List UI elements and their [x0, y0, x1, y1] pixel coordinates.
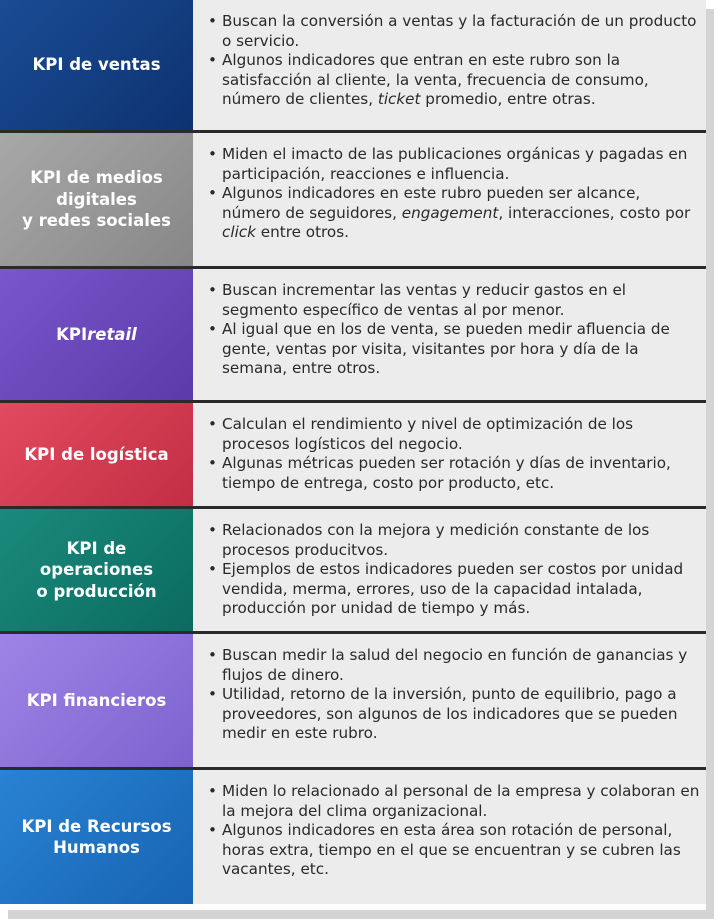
kpi-row — [0, 403, 706, 506]
bullet-item: • Utilidad, retorno de la inversión, punto de equilibrio, pago a proveedores, son algunos de los indicadores que se pueden medir en este rubro. — [208, 685, 700, 744]
kpi-row — [0, 509, 706, 631]
bullet-item: • Algunos indicadores en esta área son rotación de personal, horas extra, tiempo en el que se encuentran y se cubren las vacantes, etc. — [208, 821, 700, 880]
bullet-item: • Algunos indicadores que entran en este rubro son la satisfacción al cliente, la venta, frecuencia de consumo, número de clientes, ticket promedio, entre otras. — [208, 51, 700, 110]
kpi-description — [193, 770, 706, 904]
kpi-category-label: KPI retail — [0, 269, 193, 400]
bullet-item: • Calculan el rendimiento y nivel de optimización de los procesos logísticos del negocio. — [208, 415, 700, 454]
kpi-category-label: KPI de ventas — [0, 0, 193, 130]
kpi-description — [193, 634, 706, 767]
kpi-description — [193, 269, 706, 400]
kpi-row — [0, 770, 706, 904]
kpi-row — [0, 269, 706, 400]
bullet-item: • Algunas métricas pueden ser rotación y días de inventario, tiempo de entrega, costo por producto, etc. — [208, 454, 700, 493]
bullet-item: • Buscan medir la salud del negocio en función de ganancias y flujos de dinero. — [208, 646, 700, 685]
kpi-row — [0, 0, 706, 130]
bullet-item: • Ejemplos de estos indicadores pueden ser costos por unidad vendida, merma, errores, uso de la capacidad intalada, producción por unidad de tiempo y más. — [208, 560, 700, 619]
kpi-row — [0, 634, 706, 767]
bullet-item: • Algunos indicadores en este rubro pueden ser alcance, número de seguidores, engagement, interacciones, costo por click entre otros. — [208, 184, 700, 243]
kpi-category-label: KPI de logística — [0, 403, 193, 506]
bullet-item: • Miden lo relacionado al personal de la empresa y colaboran en la mejora del clima organizacional. — [208, 782, 700, 821]
bullet-item: • Buscan la conversión a ventas y la facturación de un producto o servicio. — [208, 12, 700, 51]
kpi-category-label: KPI de Recursos Humanos — [0, 770, 193, 904]
kpi-category-label: KPI de medios digitales y redes sociales — [0, 133, 193, 266]
kpi-description — [193, 509, 706, 631]
bullet-item: • Al igual que en los de venta, se pueden medir afluencia de gente, ventas por visita, visitantes por hora y día de la semana, entre otros. — [208, 320, 700, 379]
kpi-description — [193, 0, 706, 130]
bullet-item: • Miden el imacto de las publicaciones orgánicas y pagadas en participación, reacciones e influencia. — [208, 145, 700, 184]
kpi-row — [0, 133, 706, 266]
bullet-item: • Buscan incrementar las ventas y reducir gastos en el segmento específico de ventas al por menor. — [208, 281, 700, 320]
bullet-item: • Relacionados con la mejora y medición constante de los procesos producitvos. — [208, 521, 700, 560]
kpi-description — [193, 133, 706, 266]
kpi-category-label: KPI de operaciones o producción — [0, 509, 193, 631]
kpi-category-label: KPI financieros — [0, 634, 193, 767]
kpi-description — [193, 403, 706, 506]
